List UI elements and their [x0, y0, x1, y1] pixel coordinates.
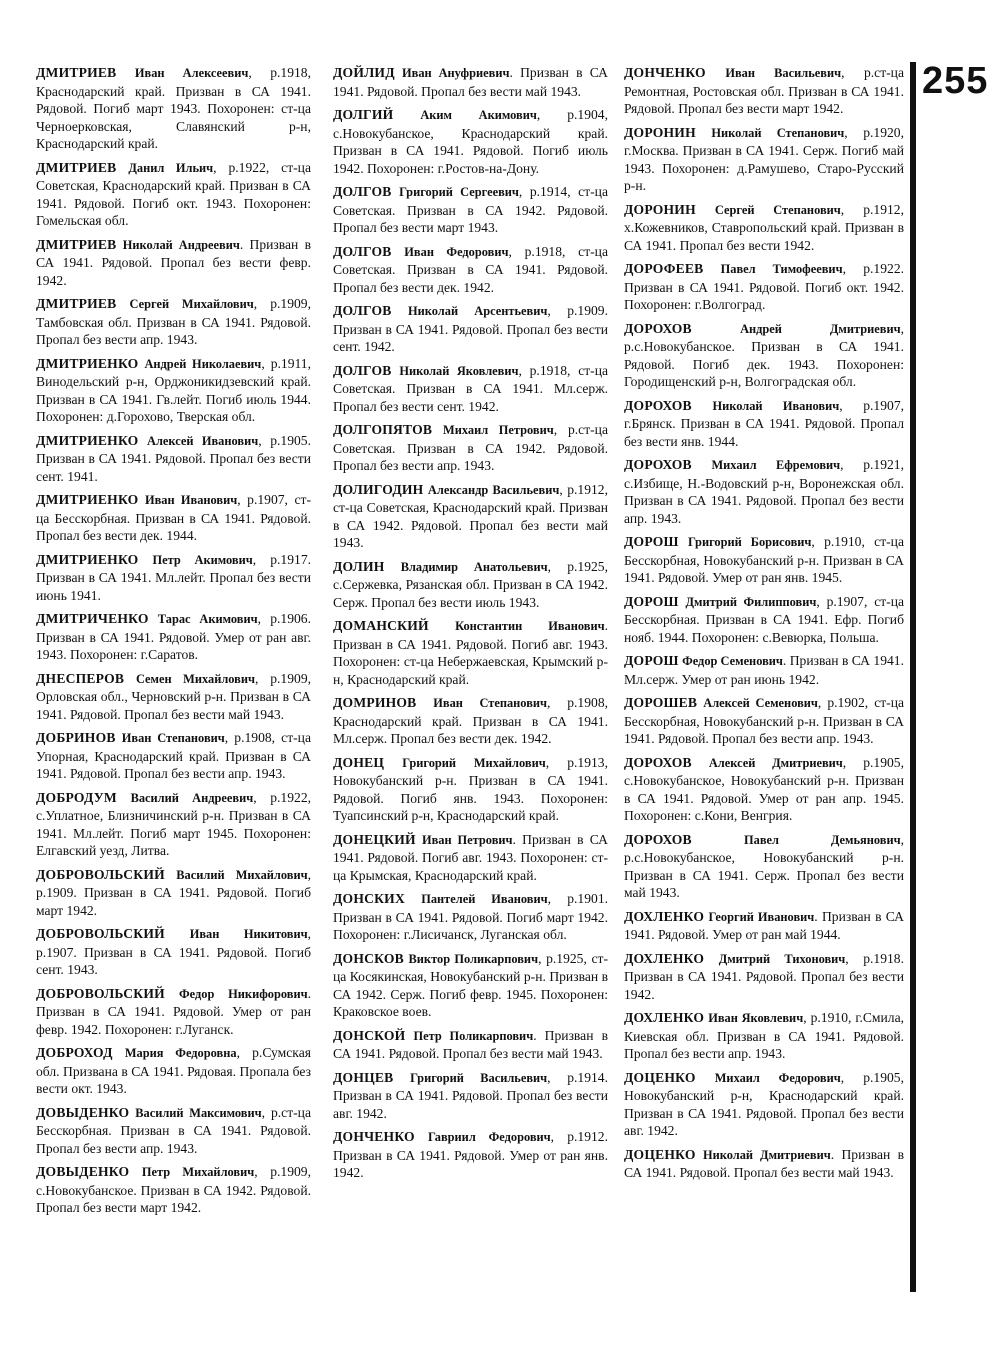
column-1: [36, 64, 311, 1223]
record-surname: ДОЛГОВ: [333, 243, 392, 259]
record-given-name: Иван Алексеевич: [134, 66, 249, 80]
record-details: . Призван в СА 1941. Рядовой. Погиб авг. 1943. Похоронен: ст-ца Небержаевская, Крымский р-н, Краснодарский край.: [333, 618, 608, 687]
record-details: , р.1909, Тамбовская обл. Призван в СА 1941. Рядовой. Пропал без вести апр. 1943.: [36, 296, 312, 347]
record-details: , р.1908, Краснодарский край. Призван в СА 1941. Мл.серж. Пропал без вести дек. 1942.: [333, 695, 609, 746]
record-surname: ДОНЕЦ: [333, 754, 385, 770]
record-entry: [36, 355, 311, 426]
record-details: , р.1907, ст-ца Бесскорбная. Призван в СА 1941. Ефр. Погиб нояб. 1944. Похоронен: с.Вевюрка, Польша.: [624, 593, 904, 645]
record-entry: [624, 456, 904, 527]
record-details: , р.1922, ст-ца Советская, Краснодарский край. Призван в СА 1941. Рядовой. Погиб окт. 1943. Похоронен: Гомельская обл.: [36, 159, 311, 228]
record-given-name: Иван Степанович: [121, 731, 225, 745]
record-surname: ДОЙЛИД: [333, 65, 395, 80]
record-given-name: Константин Иванович: [455, 619, 605, 633]
record-details: , р.1909, с.Новокубанское. Призван в СА 1942. Рядовой. Пропал без вести март 1942.: [36, 1164, 311, 1215]
record-surname: ДОХЛЕНКО: [624, 950, 705, 966]
record-surname: ДОРОХОВ: [624, 397, 692, 413]
record-details: , р.1910, ст-ца Бесскорбная, Новокубанский р-н. Призван в СА 1941. Рядовой. Умер от ран янв. 1945.: [624, 534, 904, 585]
record-entry: [36, 789, 311, 860]
record-entry: [333, 831, 608, 885]
record-given-name: Аким Акимович: [420, 108, 537, 122]
record-details: , р.ст-ца Советская. Призван в СА 1942. Рядовой. Пропал без вести апр. 1943.: [333, 422, 608, 473]
record-given-name: Тарас Акимович: [157, 612, 258, 626]
record-entry: [36, 295, 311, 349]
record-surname: ДМИТРИЕНКО: [36, 355, 139, 371]
record-entry: [624, 1069, 904, 1140]
page-edge-bar: [910, 62, 916, 1292]
record-details: , р.1909. Призван в СА 1941. Рядовой. Пропал без вести сент. 1942.: [333, 303, 608, 354]
record-details: , р.1920, г.Москва. Призван в СА 1941. Серж. Погиб май 1943. Похоронен: д.Рамушево, Старо-Русский р-н.: [624, 124, 905, 193]
record-given-name: Григорий Васильевич: [410, 1070, 548, 1085]
record-details: , р.1911, Винодельский р-н, Орджоникидзевский край. Призван в СА 1941. Гв.лейт. Погиб июль 1944. Похоронен: д.Горохово, Тверская обл.: [36, 355, 312, 424]
record-given-name: Гавриил Федорович: [427, 1130, 551, 1144]
record-surname: ДОБРИНОВ: [36, 730, 116, 745]
record-entry: [333, 183, 608, 237]
record-details: , р.1905, Новокубанский р-н, Краснодарский край. Призван в СА 1941. Рядовой. Пропал без вести авг. 1942.: [624, 1069, 904, 1138]
record-given-name: Андрей Николаевич: [144, 356, 262, 371]
record-entry: [36, 64, 311, 153]
record-surname: ДОНСКИХ: [333, 891, 405, 906]
record-details: . Призван в СА 1941. Рядовой. Пропал без вести февр. 1942.: [36, 236, 311, 288]
record-entry: [333, 890, 608, 944]
record-details: , р.1907, г.Брянск. Призван в СА 1941. Рядовой. Пропал без вести янв. 1944.: [624, 397, 905, 449]
record-given-name: Николай Яковлевич: [399, 363, 519, 378]
record-given-name: Иван Петрович: [421, 832, 513, 847]
record-given-name: Василий Андреевич: [130, 790, 254, 805]
record-surname: ДМИТРИЕНКО: [36, 492, 139, 507]
record-entry: [333, 362, 608, 416]
record-entry: [36, 491, 311, 545]
record-given-name: Григорий Борисович: [687, 535, 812, 549]
record-surname: ДОЛИГОДИН: [333, 481, 424, 497]
record-surname: ДОРОШ: [624, 593, 679, 609]
record-surname: ДМИТРИЕВ: [36, 296, 117, 311]
record-entry: [624, 397, 904, 451]
record-details: , р.1910, г.Смила, Киевская обл. Призван в СА 1941. Рядовой. Пропал без вести апр. 1943.: [624, 1010, 905, 1061]
record-surname: ДОНСКОЙ: [333, 1027, 406, 1043]
record-given-name: Николай Андреевич: [122, 237, 240, 252]
record-given-name: Данил Ильич: [128, 160, 214, 175]
record-details: , р.1914. Призван в СА 1941. Рядовой. Пропал без вести авг. 1942.: [333, 1069, 608, 1121]
record-given-name: Александр Васильевич: [427, 482, 560, 497]
record-entry: [333, 302, 608, 356]
record-details: . Призван в СА 1941. Рядовой. Умер от ран февр. 1942. Похоронен: г.Луганск.: [36, 985, 311, 1037]
record-details: , р.с.Новокубанское. Призван в СА 1941. Рядовой. Погиб дек. 1943. Похоронен: Городищенский р-н, Волгоградская обл.: [624, 320, 904, 389]
record-entry: [624, 652, 904, 688]
record-details: , р.1917. Призван в СА 1941. Мл.лейт. Пропал без вести июнь 1941.: [36, 551, 312, 603]
record-surname: ДМИТРИЕНКО: [36, 551, 139, 567]
record-details: , р.1918, ст-ца Советская. Призван в СА 1941. Рядовой. Пропал без вести дек. 1942.: [333, 243, 608, 295]
record-surname: ДМИТРИЕВ: [36, 159, 117, 175]
record-given-name: Алексей Семенович: [703, 696, 818, 710]
record-entry: [624, 320, 904, 391]
record-details: . Призван в СА 1941. Мл.серж. Умер от ран июнь 1942.: [624, 653, 904, 687]
record-details: , р.ст-ца Ремонтная, Ростовская обл. Призван в СА 1941. Рядовой. Пропал без вести март 1942.: [624, 65, 904, 116]
record-details: , р.1901. Призван в СА 1941. Рядовой. Погиб март 1942. Похоронен: г.Лисичанск, Луганская обл.: [333, 891, 609, 942]
record-surname: ДМИТРИЕВ: [36, 65, 117, 80]
record-entry: [624, 754, 904, 825]
record-given-name: Сергей Михайлович: [129, 297, 254, 311]
record-surname: ДОБРОВОЛЬСКИЙ: [36, 866, 165, 882]
record-surname: ДОРОНИН: [624, 124, 696, 140]
record-details: , р.ст-ца Бесскорбная. Призван в СА 1941. Рядовой. Пропал без вести апр. 1943.: [36, 1104, 311, 1156]
record-entry: [624, 950, 904, 1004]
record-entry: [624, 64, 904, 118]
record-given-name: Григорий Сергеевич: [399, 185, 519, 199]
record-surname: ДМИТРИЧЕНКО: [36, 611, 149, 626]
record-surname: ДОЦЕНКО: [624, 1069, 696, 1085]
record-details: . Призван в СА 1941. Рядовой. Умер от ран май 1944.: [624, 908, 904, 942]
record-entry: [333, 243, 608, 297]
record-entry: [36, 1044, 311, 1098]
record-details: , р.1918. Призван в СА 1941. Рядовой. Пропал без вести 1942.: [624, 950, 905, 1002]
record-details: , р.1918, Краснодарский край. Призван в СА 1941. Рядовой. Погиб март 1943. Похоронен: ст-ца Черноерковская, Славянский р-н, Краснодарский край.: [36, 65, 311, 151]
record-given-name: Николай Степанович: [711, 125, 845, 140]
record-details: , р.1922. Призван в СА 1941. Рядовой. Погиб окт. 1942. Похоронен: г.Волгоград.: [624, 261, 905, 312]
record-given-name: Николай Дмитриевич: [702, 1147, 831, 1162]
record-entry: [36, 159, 311, 230]
record-details: , р.1906. Призван в СА 1941. Рядовой. Умер от ран авг. 1943. Похоронен: г.Саратов.: [36, 611, 312, 662]
record-entry: [333, 617, 608, 688]
record-entry: [624, 831, 904, 902]
record-details: , р.1902, ст-ца Бесскорбная, Новокубанский р-н. Призван в СА 1941. Рядовой. Пропал без вести апр. 1943.: [624, 695, 904, 746]
record-entry: [624, 1009, 904, 1063]
record-surname: ДОЛГИЙ: [333, 107, 394, 122]
record-entry: [624, 533, 904, 587]
record-entry: [333, 754, 608, 825]
record-surname: ДОЛГОПЯТОВ: [333, 422, 433, 437]
record-given-name: Иван Васильевич: [725, 66, 842, 80]
record-entry: [333, 558, 608, 612]
record-surname: ДОХЛЕНКО: [624, 1010, 705, 1025]
record-surname: ДОРОХОВ: [624, 320, 692, 336]
record-surname: ДОНЦЕВ: [333, 1069, 394, 1085]
record-details: , р.1908, ст-ца Упорная, Краснодарский край. Призван в СА 1941. Рядовой. Пропал без вести апр. 1943.: [36, 730, 311, 781]
record-given-name: Дмитрий Тихонович: [718, 951, 846, 966]
record-entry: [333, 1128, 608, 1182]
record-details: , р.1905, с.Новокубанское, Новокубанский р-н. Призван в СА 1941. Рядовой. Умер от ран апр. 1945. Похоронен: с.Кони, Венгрия.: [624, 754, 904, 823]
record-surname: ДОБРОВОЛЬСКИЙ: [36, 926, 165, 941]
record-given-name: Владимир Анатольевич: [400, 559, 548, 574]
record-given-name: Федор Семенович: [682, 654, 783, 668]
record-entry: [624, 908, 904, 944]
record-details: , р.1918, ст-ца Советская. Призван в СА 1941. Мл.серж. Пропал без вести сент. 1942.: [333, 362, 608, 414]
record-surname: ДОХЛЕНКО: [624, 908, 705, 924]
record-details: , р.1922, с.Уплатное, Близничинский р-н. Призван в СА 1941. Мл.лейт. Погиб март 1945. Похоронен: Елгавский уезд, Литва.: [36, 789, 312, 858]
record-surname: ДМИТРИЕНКО: [36, 432, 139, 448]
record-entry: [333, 694, 608, 748]
record-given-name: Николай Арсентьевич: [408, 304, 548, 318]
record-surname: ДОРОХОВ: [624, 457, 692, 472]
record-surname: ДОБРОХОД: [36, 1045, 113, 1060]
record-surname: ДОРОШ: [624, 653, 679, 668]
record-given-name: Иван Федорович: [404, 244, 509, 259]
record-entry: [624, 593, 904, 647]
record-entry: [36, 236, 311, 290]
record-surname: ДОЛГОВ: [333, 303, 392, 318]
record-given-name: Мария Федоровна: [124, 1046, 237, 1060]
record-given-name: Сергей Степанович: [714, 202, 841, 217]
record-details: , р.Сумская обл. Призвана в СА 1941. Рядовая. Пропала без вести окт. 1943.: [36, 1045, 311, 1096]
record-surname: ДОНСКОВ: [333, 950, 404, 966]
record-given-name: Николай Иванович: [712, 398, 840, 413]
record-details: , р.1921, с.Избище, Н.-Водовский р-н, Воронежская обл. Призван в СА 1941. Рядовой. Пропал без вести апр. 1943.: [624, 457, 904, 526]
record-entry: [36, 866, 311, 920]
record-details: , р.1909, Орловская обл., Черновский р-н. Призван в СА 1941. Рядовой. Пропал без вести май 1943.: [36, 670, 312, 722]
record-details: . Призван в СА 1941. Рядовой. Пропал без вести май 1943.: [333, 1027, 608, 1061]
record-entry: [333, 106, 608, 177]
record-entry: [333, 481, 608, 552]
record-given-name: Михаил Ефремович: [711, 458, 841, 472]
record-given-name: Василий Михайлович: [176, 867, 308, 882]
record-given-name: Георгий Иванович: [708, 909, 815, 924]
record-surname: ДОРОНИН: [624, 201, 696, 217]
record-given-name: Петр Поликарпович: [413, 1028, 534, 1043]
record-entry: [333, 1069, 608, 1123]
record-given-name: Андрей Дмитриевич: [740, 321, 901, 336]
record-surname: ДОБРОДУМ: [36, 789, 117, 805]
record-details: , р.1925, ст-ца Косякинская, Новокубанский р-н. Призван в СА 1942. Серж. Погиб февр. 1945. Похоронен: Краковское воев.: [333, 950, 609, 1019]
record-surname: ДОРОФЕЕВ: [624, 261, 704, 276]
record-given-name: Иван Ануфриевич: [402, 66, 510, 80]
record-surname: ДНЕСПЕРОВ: [36, 670, 125, 686]
record-surname: ДОМРИНОВ: [333, 695, 417, 710]
record-given-name: Петр Акимович: [152, 552, 253, 567]
record-details: , р.1905. Призван в СА 1941. Рядовой. Пропал без вести сент. 1941.: [36, 432, 311, 484]
record-details: , р.1912, ст-ца Советская, Краснодарский край. Призван в СА 1942. Рядовой. Пропал без вести май 1943.: [333, 481, 608, 550]
record-entry: [36, 1104, 311, 1158]
record-entry: [624, 201, 904, 255]
record-entry: [333, 1027, 608, 1063]
record-given-name: Павел Тимофеевич: [720, 262, 843, 276]
record-surname: ДОРОШ: [624, 534, 679, 549]
record-surname: ДОЛГОВ: [333, 362, 392, 378]
page-number: 255: [922, 60, 989, 102]
record-given-name: Петр Михайлович: [141, 1165, 255, 1179]
record-entry: [36, 925, 311, 979]
record-surname: ДОРОХОВ: [624, 754, 692, 770]
record-given-name: Михаил Федорович: [714, 1070, 841, 1085]
record-entry: [36, 1163, 311, 1217]
record-details: , р.1914, ст-ца Советская. Призван в СА 1942. Рядовой. Пропал без вести март 1943.: [333, 184, 608, 235]
record-entry: [333, 64, 608, 100]
record-entry: [624, 260, 904, 314]
record-given-name: Михаил Петрович: [443, 423, 554, 437]
record-entry: [36, 551, 311, 605]
record-given-name: Алексей Дмитриевич: [708, 755, 843, 770]
record-entry: [333, 950, 608, 1021]
record-given-name: Пантелей Иванович: [421, 892, 548, 906]
record-given-name: Иван Яковлевич: [708, 1011, 804, 1025]
record-surname: ДОЛГОВ: [333, 184, 392, 199]
record-given-name: Иван Иванович: [144, 493, 238, 507]
record-details: , р.1925, с.Сержевка, Рязанская обл. Призван в СА 1942. Серж. Пропал без вести июль 1943.: [333, 558, 609, 610]
record-given-name: Василий Максимович: [135, 1105, 262, 1120]
record-details: , р.1913, Новокубанский р-н. Призван в СА 1941. Рядовой. Погиб янв. 1943. Похоронен: Туапсинский р-н, Краснодарский край.: [333, 754, 608, 823]
record-given-name: Иван Степанович: [433, 696, 548, 710]
record-details: , р.с.Новокубанское, Новокубанский р-н. Призван в СА 1941. Серж. Пропал без вести май 1943.: [624, 831, 904, 900]
record-details: . Призван в СА 1941. Рядовой. Пропал без вести май 1943.: [333, 65, 608, 99]
record-surname: ДОВЫДЕНКО: [36, 1104, 130, 1120]
record-given-name: Семен Михайлович: [135, 671, 256, 686]
record-surname: ДОНЧЕНКО: [624, 65, 706, 80]
record-given-name: Иван Никитович: [189, 927, 308, 941]
record-surname: ДОЦЕНКО: [624, 1146, 696, 1162]
record-surname: ДОБРОВОЛЬСКИЙ: [36, 985, 165, 1001]
record-details: , р.1909. Призван в СА 1941. Рядовой. Погиб март 1942.: [36, 866, 311, 918]
column-2: [333, 64, 608, 1188]
record-entry: [36, 432, 311, 486]
record-given-name: Виктор Поликарпович: [408, 951, 539, 966]
record-entry: [333, 421, 608, 475]
record-details: . Призван в СА 1941. Рядовой. Погиб авг. 1943. Похоронен: ст-ца Крымская, Краснодарский край.: [333, 831, 609, 883]
record-details: , р.1912. Призван в СА 1941. Рядовой. Умер от ран янв. 1942.: [333, 1129, 609, 1180]
record-details: , р.1907. Призван в СА 1941. Рядовой. Погиб сент. 1943.: [36, 926, 311, 977]
record-entry: [624, 1146, 904, 1182]
record-details: . Призван в СА 1941. Рядовой. Пропал без вести май 1943.: [624, 1146, 905, 1180]
record-surname: ДОНЕЦКИЙ: [333, 831, 416, 847]
record-surname: ДОНЧЕНКО: [333, 1129, 415, 1144]
record-details: , р.1907, ст-ца Бесскорбная. Призван в СА 1941. Рядовой. Пропал без вести дек. 1944.: [36, 492, 311, 543]
record-surname: ДОРОШЕВ: [624, 695, 698, 710]
record-surname: ДОРОХОВ: [624, 831, 692, 847]
record-surname: ДОВЫДЕНКО: [36, 1164, 130, 1179]
record-given-name: Федор Никифорович: [179, 986, 308, 1001]
column-3: [624, 64, 904, 1188]
record-given-name: Алексей Иванович: [147, 433, 259, 448]
record-entry: [36, 985, 311, 1039]
record-entry: [624, 124, 904, 195]
record-entry: [36, 729, 311, 783]
record-given-name: Дмитрий Филиппович: [685, 594, 817, 609]
record-given-name: Григорий Михайлович: [402, 755, 546, 770]
record-entry: [36, 610, 311, 664]
record-details: , р.1912, х.Кожевников, Ставропольский край. Призван в СА 1941. Пропал без вести 1942.: [624, 201, 904, 253]
record-surname: ДОЛИН: [333, 558, 385, 574]
record-entry: [624, 694, 904, 748]
record-details: , р.1904, с.Новокубанское, Краснодарский край. Призван в СА 1941. Рядовой. Погиб июль 1942. Похоронен: г.Ростов-на-Дону.: [333, 107, 608, 176]
record-entry: [36, 670, 311, 724]
record-surname: ДМИТРИЕВ: [36, 236, 117, 252]
record-given-name: Павел Демьянович: [744, 832, 901, 847]
record-surname: ДОМАНСКИЙ: [333, 618, 429, 633]
